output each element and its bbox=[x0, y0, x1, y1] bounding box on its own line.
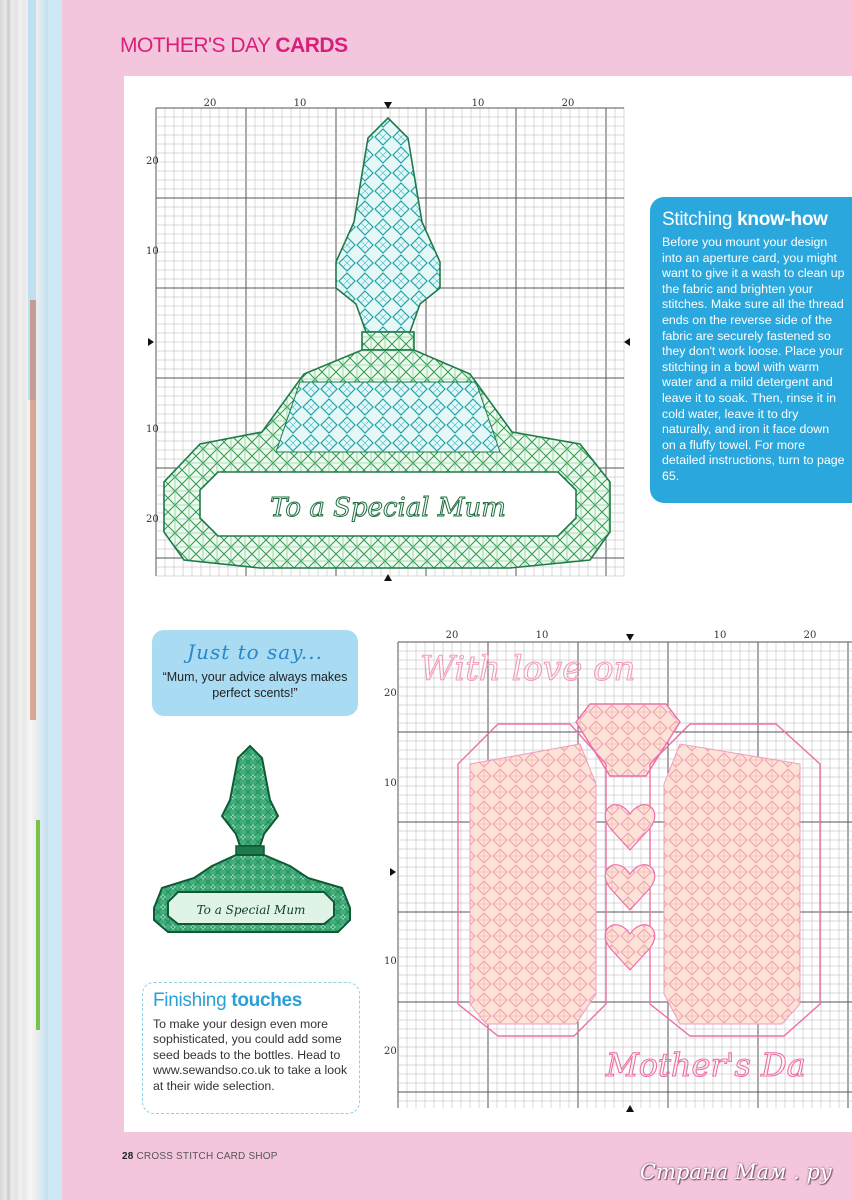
tip-title-plain: Stitching bbox=[662, 209, 738, 230]
mum-letter-left bbox=[470, 744, 596, 1024]
chart1-center-arrow-right bbox=[624, 338, 630, 346]
chart2-side-label-10-top: 10 bbox=[384, 778, 397, 789]
bottle-neck bbox=[362, 332, 414, 350]
just-to-say-title: Just to say... bbox=[187, 640, 323, 664]
heart-bottom bbox=[605, 925, 655, 970]
header-title-plain: MOTHER'S DAY bbox=[120, 34, 276, 57]
tip-title bbox=[662, 209, 846, 231]
chart1-side-label-20-top: 20 bbox=[146, 156, 159, 167]
stitched-bottle-photo bbox=[148, 742, 358, 942]
finishing-touches-box bbox=[142, 982, 360, 1114]
just-to-say-box bbox=[152, 630, 358, 716]
chart2-top-label-20-left: 20 bbox=[445, 630, 459, 641]
site-watermark: Страна Мам . ру bbox=[640, 1160, 833, 1184]
chart2-top-label-10-right: 10 bbox=[713, 630, 727, 641]
mum-chart bbox=[380, 624, 852, 1118]
chart2-top-text: With love on bbox=[420, 649, 636, 689]
spine-brown-strip bbox=[30, 300, 36, 720]
spine-green-strip bbox=[36, 820, 40, 1030]
chart1-side-label-10-bottom: 10 bbox=[146, 424, 159, 435]
tip-title-bold: know-how bbox=[737, 209, 828, 230]
just-to-say-quote: “Mum, your advice always makes perfect scents!” bbox=[162, 670, 348, 700]
chart2-top-label-20-right: 20 bbox=[803, 630, 817, 641]
chart2-bottom-text: Mother's Da bbox=[606, 1046, 806, 1084]
chart1-side-label-20-bottom: 20 bbox=[146, 514, 159, 525]
chart2-center-arrow-top bbox=[626, 634, 634, 641]
chart1-top-label-10-left: 10 bbox=[293, 98, 307, 109]
finish-title bbox=[153, 990, 351, 1012]
page-number: 28 bbox=[122, 1151, 134, 1162]
page-footer bbox=[122, 1151, 278, 1162]
page-header bbox=[120, 34, 348, 58]
header-title-bold: CARDS bbox=[275, 34, 348, 57]
chart2-center-arrow-left bbox=[390, 868, 396, 876]
finish-body: To make your design even more sophisticated, you could add some seed beads to the bottles. Head to www.sewandso.co.uk to take a look at their wide selection. bbox=[153, 1017, 348, 1093]
chart1-center-arrow-left bbox=[148, 338, 154, 346]
mum-letter-right bbox=[664, 744, 800, 1024]
heart-top bbox=[605, 805, 655, 850]
tip-body: Before you mount your design into an aperture card, you might want to give it a wash to clean up the fabric and brighten your stitches. Make sure all the thread ends on the reverse side of the fabric are securely fastened so they don't work loose. Place your stitching in a bowl with warm water and a mild detergent and leave it to soak. Then, rinse it in cold water, leave it to dry naturally, and iron it face down on a fluffy towel. For more detailed instructions, turn to page 65. bbox=[662, 235, 845, 483]
chart1-top-label-20-right: 20 bbox=[561, 98, 575, 109]
chart2-side-label-10-bottom: 10 bbox=[384, 956, 397, 967]
chart2-side-label-20-top: 20 bbox=[384, 688, 397, 699]
chart2-center-arrow-bottom bbox=[626, 1105, 634, 1112]
mum-diamond bbox=[576, 704, 680, 776]
finish-title-bold: touches bbox=[231, 990, 303, 1011]
photo-banner-text: To a Special Mum bbox=[196, 903, 306, 917]
stitching-know-how-box bbox=[650, 197, 852, 503]
chart2-side-label-20-bottom: 20 bbox=[384, 1046, 397, 1057]
magazine-name: CROSS STITCH CARD SHOP bbox=[136, 1151, 278, 1162]
bottle-banner bbox=[200, 472, 576, 536]
chart1-top-label-10-right: 10 bbox=[471, 98, 485, 109]
photo-stopper bbox=[222, 746, 278, 846]
binding-spine bbox=[0, 0, 48, 1200]
chart1-center-arrow-bottom bbox=[384, 574, 392, 581]
chart1-side-label-10-top: 10 bbox=[146, 246, 159, 257]
page-edge-blue bbox=[48, 0, 62, 1200]
chart1-top-label-20-left: 20 bbox=[203, 98, 217, 109]
photo-neck bbox=[236, 846, 264, 855]
chart1-banner-text: To a Special Mum bbox=[270, 493, 506, 523]
chart2-top-label-10-left: 10 bbox=[535, 630, 549, 641]
perfume-bottle-chart bbox=[140, 92, 640, 587]
finish-title-plain: Finishing bbox=[153, 990, 232, 1011]
